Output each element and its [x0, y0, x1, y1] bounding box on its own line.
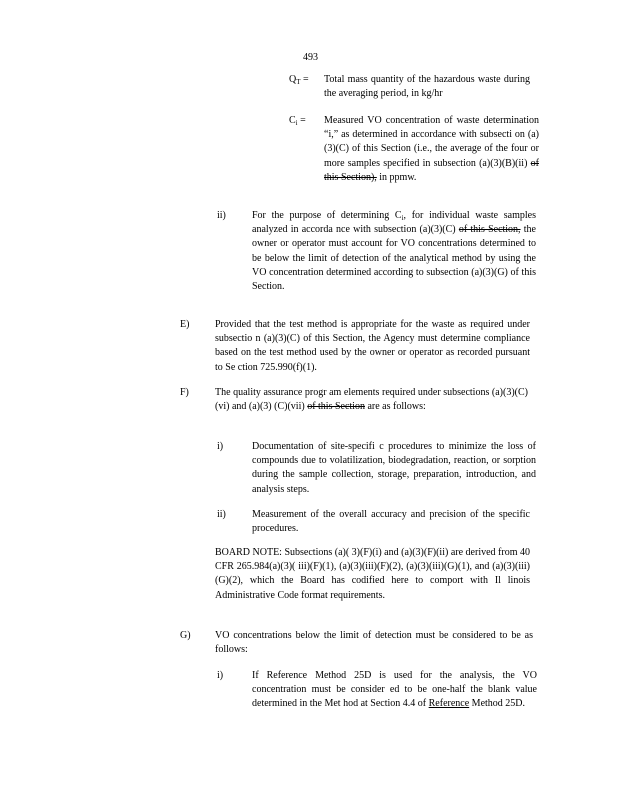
symbol-letter: C: [289, 115, 296, 126]
text-run: The quality assurance progr am elements required under subsections (a)(3)(C)(vi) and (a)(3) (C)(vii): [215, 387, 528, 413]
text-run: If Reference Method 25D is used for the analysis, the VO concentration must be consider ed to be one-half the blank value determined in the Met hod at Section 4.4 of: [252, 670, 537, 710]
item-text: [252, 669, 537, 712]
item-label: ii): [217, 509, 226, 520]
item-text: Provided that the test method is appropriate for the waste as required under subsectio n (a)(3)(C) of this Section, the Agency must determine compliance based on the test method used by the owner or operator as recorded pursuant to Se ction 725.990(f)(1).: [215, 319, 530, 373]
symbol-subscript: i: [295, 119, 298, 127]
symbol-subscript: T: [296, 78, 301, 86]
item-label: F): [180, 387, 189, 398]
equals-sign: =: [297, 115, 306, 126]
text-run: Measured VO concentration of waste determination “i,” as determined in accordance with subsecti on (a)(3)(C) of this Section (i.e., the average of the four or more samples specified in subsection (a)(3)(B)(ii): [324, 115, 539, 169]
item-text: VO concentrations below the limit of detection must be considered to be as follows:: [215, 630, 533, 656]
equals-sign: =: [300, 74, 309, 85]
underlined-text: Reference: [428, 698, 470, 710]
item-label: ii): [217, 210, 226, 221]
text-run: are as follows:: [364, 401, 426, 413]
definition-text: Total mass quantity of the hazardous waste during the averaging period, in kg/hr: [324, 74, 530, 100]
text-run: in ppmw.: [376, 171, 417, 183]
text-run: For the purpose of determining C: [252, 210, 402, 221]
definition-symbol: [289, 114, 306, 128]
item-label: E): [180, 319, 190, 330]
struck-text: of this Section: [307, 401, 365, 413]
item-label: i): [217, 441, 224, 452]
page-number: 493: [303, 52, 318, 63]
text-run: , for individual waste samples analyzed in accorda nce with subsection (a)(3)(C): [252, 210, 536, 236]
struck-text: of this Section),: [324, 157, 539, 183]
subscript: i: [401, 214, 404, 222]
item-label: G): [180, 630, 191, 641]
struck-text: of this Section,: [458, 224, 521, 236]
item-text: Documentation of site-specifi c procedures to minimize the loss of compounds due to volatilization, biodegradation, reaction, or sorption during the sample collection, storage, preparation, introduction, and analysis steps.: [252, 441, 536, 495]
item-text: Measurement of the overall accuracy and precision of the specific procedures.: [252, 509, 530, 535]
board-note: BOARD NOTE: Subsections (a)( 3)(F)(i) and (a)(3)(F)(ii) are derived from 40 CFR 265.984(a)(3)( iii)(F)(1), (a)(3)(iii)(F)(2), (a)(3)(iii)(G)(1), and (a)(3)(iii)(G)(2), which the Board has codified here to comport with Il linois Administrative Code format requirements.: [215, 547, 530, 601]
definition-text: [324, 114, 539, 185]
text-run: Method 25D.: [469, 698, 526, 710]
symbol-letter: Q: [289, 74, 297, 85]
item-text: [252, 209, 536, 294]
text-run: the owner or operator must account for VO concentrations determined to be below the limit of detection of the analytical method by using the VO concentration determined according to subsection (a)(3)(G) of this Section.: [252, 224, 536, 293]
definition-symbol: [289, 73, 309, 87]
item-text: [215, 386, 528, 414]
item-label: i): [217, 670, 224, 681]
